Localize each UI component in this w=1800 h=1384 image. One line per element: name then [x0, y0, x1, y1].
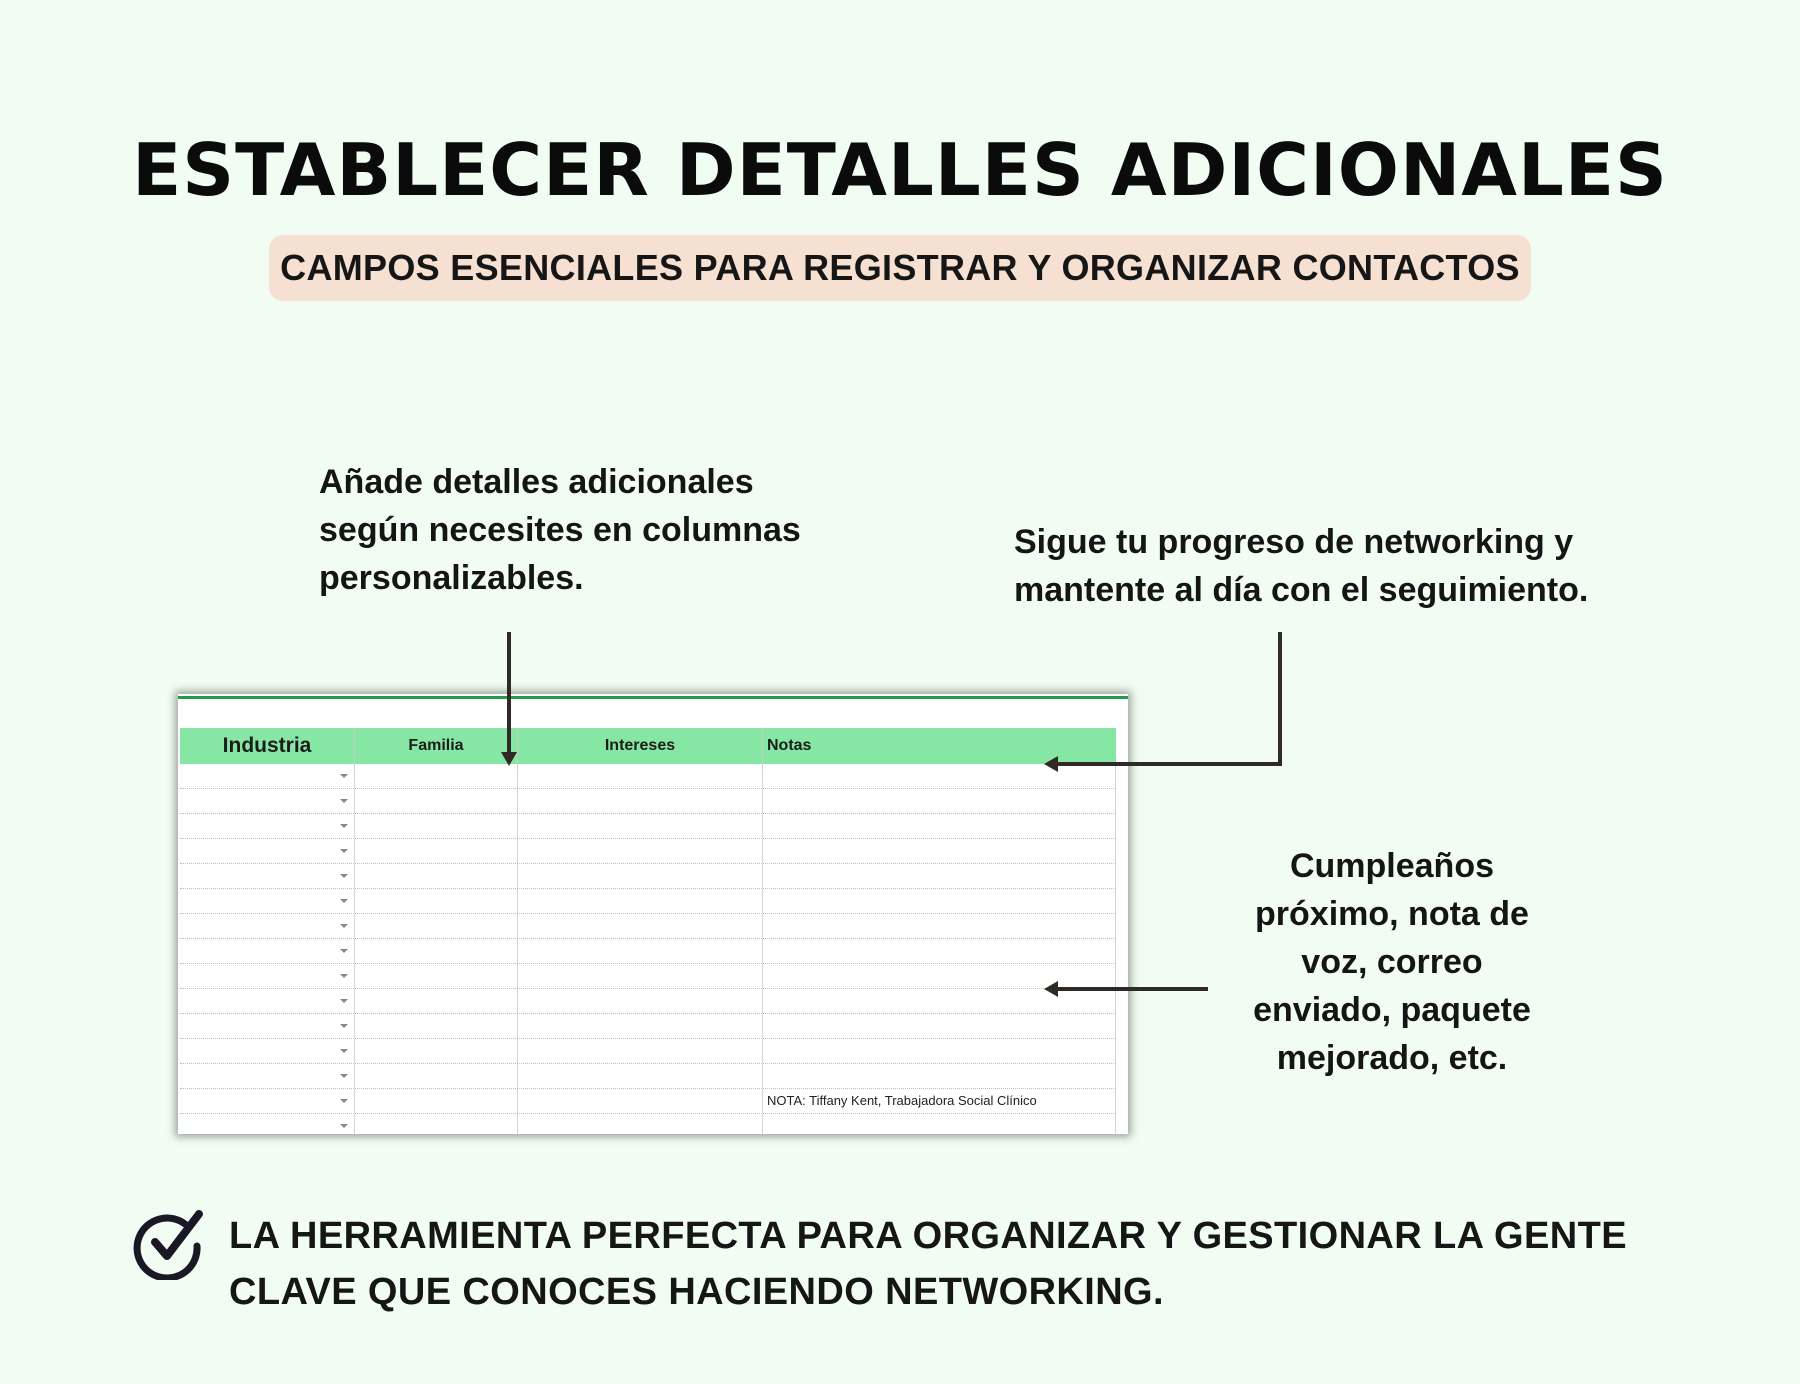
- cell-familia[interactable]: [355, 914, 518, 938]
- table-row: [180, 1114, 1116, 1134]
- cell-familia[interactable]: [355, 1089, 518, 1113]
- cell-notas[interactable]: NOTA: Tiffany Kent, Trabajadora Social Clínico: [763, 1089, 1116, 1113]
- callout-line: Sigue tu progreso de networking y: [1014, 523, 1574, 561]
- cell-industria[interactable]: [180, 914, 355, 938]
- cell-industria[interactable]: [180, 939, 355, 963]
- table-row: [180, 889, 1116, 914]
- cell-intereses[interactable]: [518, 789, 763, 813]
- dropdown-arrow-icon[interactable]: [340, 799, 348, 803]
- callout-line: mantente al día con el seguimiento.: [1014, 571, 1589, 609]
- bottom-statement: [229, 1208, 1709, 1320]
- dropdown-arrow-icon[interactable]: [340, 849, 348, 853]
- cell-intereses[interactable]: [518, 839, 763, 863]
- dropdown-arrow-icon[interactable]: [340, 874, 348, 878]
- table-row: [180, 914, 1116, 939]
- cell-notas[interactable]: [763, 1114, 1116, 1134]
- cell-familia[interactable]: [355, 1064, 518, 1088]
- cell-intereses[interactable]: [518, 889, 763, 913]
- cell-intereses[interactable]: [518, 864, 763, 888]
- cell-familia[interactable]: [355, 789, 518, 813]
- cell-intereses[interactable]: [518, 914, 763, 938]
- cell-intereses[interactable]: [518, 939, 763, 963]
- dropdown-arrow-icon[interactable]: [340, 774, 348, 778]
- callout-line: Cumpleaños: [1289, 847, 1495, 885]
- dropdown-arrow-icon[interactable]: [340, 924, 348, 928]
- callout-examples: [1222, 842, 1562, 1082]
- cell-familia[interactable]: [355, 1014, 518, 1038]
- cell-intereses[interactable]: [518, 989, 763, 1013]
- cell-notas[interactable]: [763, 839, 1116, 863]
- sheet-header-row: [180, 728, 1116, 764]
- spreadsheet-preview: [178, 694, 1128, 1134]
- cell-notas[interactable]: [763, 814, 1116, 838]
- cell-intereses[interactable]: [518, 764, 763, 788]
- cell-familia[interactable]: [355, 1114, 518, 1134]
- callout-line: mejorado, etc.: [1276, 1039, 1508, 1077]
- cell-familia[interactable]: [355, 764, 518, 788]
- table-row: [180, 814, 1116, 839]
- table-row: [180, 1039, 1116, 1064]
- column-header-intereses[interactable]: Intereses: [518, 728, 763, 764]
- column-header-industria[interactable]: Industria: [180, 728, 355, 764]
- cell-familia[interactable]: [355, 889, 518, 913]
- cell-industria[interactable]: [180, 1064, 355, 1088]
- cell-notas[interactable]: [763, 864, 1116, 888]
- cell-intereses[interactable]: [518, 1089, 763, 1113]
- bottom-line: CLAVE QUE CONOCES HACIENDO NETWORKING.: [229, 1271, 1164, 1313]
- cell-intereses[interactable]: [518, 1039, 763, 1063]
- checkmark-circle-icon: [133, 1206, 207, 1280]
- callout-line: según necesites en columnas: [319, 511, 801, 549]
- cell-intereses[interactable]: [518, 814, 763, 838]
- dropdown-arrow-icon[interactable]: [340, 1099, 348, 1103]
- cell-notas[interactable]: [763, 789, 1116, 813]
- callout-line: próximo, nota de: [1255, 895, 1529, 933]
- cell-industria[interactable]: [180, 964, 355, 988]
- page-title: ESTABLECER DETALLES ADICIONALES: [132, 128, 1668, 212]
- callout-progress: [1014, 518, 1714, 614]
- table-row: [180, 839, 1116, 864]
- subtitle-pill: [269, 235, 1531, 301]
- cell-industria[interactable]: [180, 789, 355, 813]
- dropdown-arrow-icon[interactable]: [340, 999, 348, 1003]
- cell-industria[interactable]: [180, 1014, 355, 1038]
- cell-notas[interactable]: [763, 1039, 1116, 1063]
- dropdown-arrow-icon[interactable]: [340, 949, 348, 953]
- cell-notas[interactable]: [763, 1014, 1116, 1038]
- cell-familia[interactable]: [355, 989, 518, 1013]
- table-row: [180, 939, 1116, 964]
- callout-line: voz, correo: [1301, 943, 1483, 981]
- cell-familia[interactable]: [355, 864, 518, 888]
- cell-intereses[interactable]: [518, 1014, 763, 1038]
- table-row: [180, 989, 1116, 1014]
- dropdown-arrow-icon[interactable]: [340, 974, 348, 978]
- cell-notas[interactable]: [763, 939, 1116, 963]
- cell-familia[interactable]: [355, 939, 518, 963]
- cell-notas[interactable]: [763, 964, 1116, 988]
- table-row: [180, 1089, 1116, 1114]
- cell-industria[interactable]: [180, 1089, 355, 1113]
- cell-intereses[interactable]: [518, 964, 763, 988]
- cell-industria[interactable]: [180, 1039, 355, 1063]
- table-row: [180, 764, 1116, 789]
- dropdown-arrow-icon[interactable]: [340, 1024, 348, 1028]
- cell-notas[interactable]: [763, 1064, 1116, 1088]
- column-header-familia[interactable]: Familia: [355, 728, 518, 764]
- sheet-body: [180, 764, 1116, 1134]
- cell-notas[interactable]: [763, 889, 1116, 913]
- table-row: [180, 789, 1116, 814]
- cell-intereses[interactable]: [518, 1064, 763, 1088]
- table-row: [180, 1064, 1116, 1089]
- table-row: [180, 964, 1116, 989]
- dropdown-arrow-icon[interactable]: [340, 824, 348, 828]
- cell-industria[interactable]: [180, 839, 355, 863]
- cell-industria[interactable]: [180, 864, 355, 888]
- cell-familia[interactable]: [355, 814, 518, 838]
- cell-familia[interactable]: [355, 964, 518, 988]
- callout-line: enviado, paquete: [1253, 991, 1531, 1029]
- cell-intereses[interactable]: [518, 1114, 763, 1134]
- table-row: [180, 864, 1116, 889]
- cell-notas[interactable]: [763, 989, 1116, 1013]
- callout-line: Añade detalles adicionales: [319, 463, 754, 501]
- cell-industria[interactable]: [180, 814, 355, 838]
- cell-familia[interactable]: [355, 1039, 518, 1063]
- bottom-line: LA HERRAMIENTA PERFECTA PARA ORGANIZAR Y GESTIONAR LA GENTE: [229, 1215, 1627, 1257]
- dropdown-arrow-icon[interactable]: [340, 1074, 348, 1078]
- dropdown-arrow-icon[interactable]: [340, 1049, 348, 1053]
- cell-industria[interactable]: [180, 989, 355, 1013]
- cell-notas[interactable]: [763, 914, 1116, 938]
- cell-industria[interactable]: [180, 1114, 355, 1134]
- dropdown-arrow-icon[interactable]: [340, 1124, 348, 1128]
- cell-industria[interactable]: [180, 764, 355, 788]
- callout-custom-columns: [319, 458, 879, 602]
- dropdown-arrow-icon[interactable]: [340, 899, 348, 903]
- callout-line: personalizables.: [319, 559, 584, 597]
- sheet-accent-line: [178, 696, 1128, 699]
- cell-notas[interactable]: [763, 764, 1116, 788]
- subtitle-text: CAMPOS ESENCIALES PARA REGISTRAR Y ORGANIZAR CONTACTOS: [280, 247, 1520, 288]
- cell-familia[interactable]: [355, 839, 518, 863]
- column-header-notas[interactable]: Notas: [767, 737, 812, 754]
- table-row: [180, 1014, 1116, 1039]
- cell-industria[interactable]: [180, 889, 355, 913]
